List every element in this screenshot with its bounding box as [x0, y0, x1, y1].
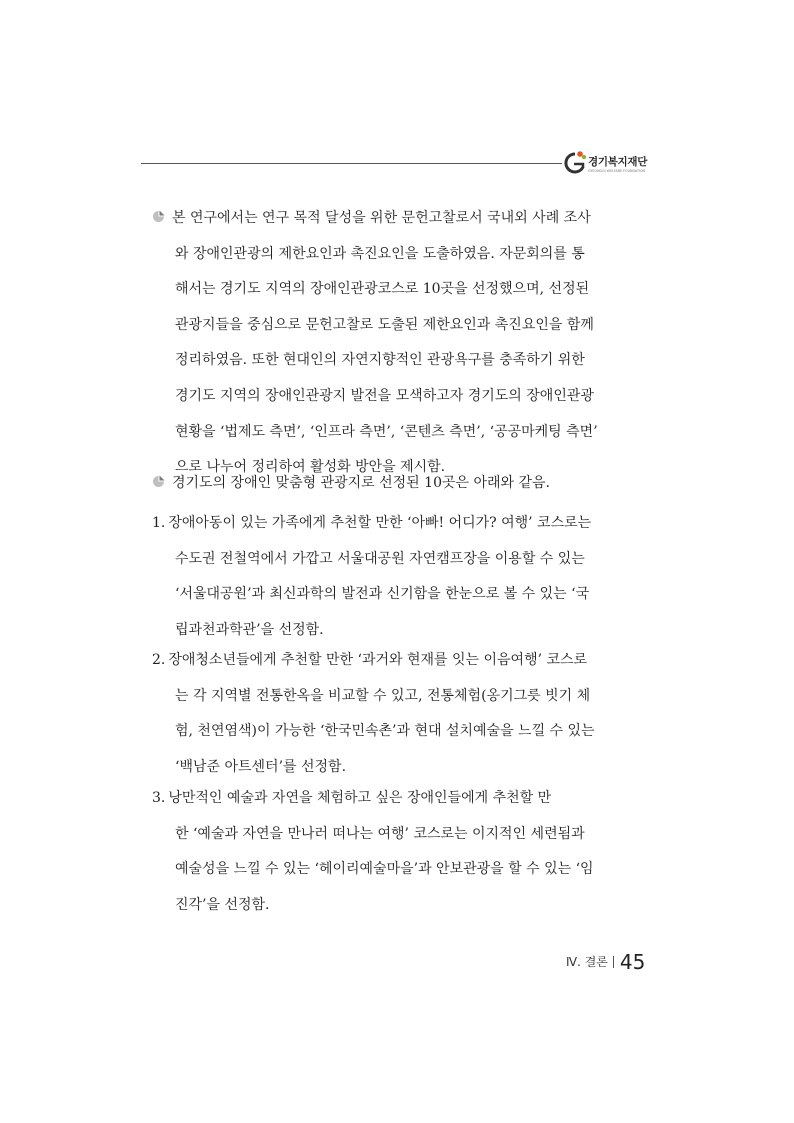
foundation-logo	[563, 150, 663, 178]
bullet-icon	[152, 475, 165, 488]
paragraph-line: 진각’을 선정함.	[175, 896, 270, 913]
org-subtitle: GYEONGGI WELFARE FOUNDATION	[588, 169, 646, 173]
paragraph-line: 3. 낭만적인 예술과 자연을 체험하고 싶은 장애인들에게 추천할 만	[152, 790, 552, 806]
item-number: 2.	[152, 652, 166, 668]
paragraph-line: 현황을 ‘법제도 측면’, ‘인프라 측면’, ‘콘텐츠 측면’, ‘공공마케팅 측면’	[175, 423, 598, 440]
item-number: 1.	[152, 515, 166, 531]
paragraph-line: 경기도의 장애인 맞춤형 관광지로 선정된 10곳은 아래와 같음.	[152, 466, 662, 502]
list-item-1	[152, 506, 662, 648]
paragraph-line: 험, 천연염색)이 가능한 ‘한국민속촌’과 현대 설치예술을 느낄 수 있는	[175, 723, 595, 740]
paragraph-research-summary	[152, 201, 662, 486]
org-name: 경기복지재단	[588, 156, 648, 168]
paragraph-line: 는 각 지역별 전통한옥을 비교할 수 있고, 전통체험(옹기그릇 빗기 체	[175, 687, 591, 704]
paragraph-line: 본 연구에서는 연구 목적 달성을 위한 문헌고찰로서 국내외 사례 조사	[152, 201, 662, 237]
footer-divider	[613, 956, 614, 968]
paragraph-line: 관광지들을 중심으로 문헌고찰로 도출된 제한요인과 촉진요인을 함께	[175, 316, 594, 333]
list-item-2	[152, 643, 662, 785]
paragraph-line: 2. 장애청소년들에게 추천할 만한 ‘과거와 현재를 잇는 이음여행’ 코스로	[152, 652, 588, 668]
paragraph-line: 수도권 전철역에서 가깝고 서울대공원 자연캠프장을 이용할 수 있는	[175, 550, 585, 567]
paragraph-line: 해서는 경기도 지역의 장애인관광코스로 10곳을 선정했으며, 선정된	[175, 281, 590, 298]
paragraph-line: 예술성을 느낄 수 있는 ‘헤이리예술마을’과 안보관광을 할 수 있는 ‘임	[175, 861, 594, 878]
paragraph-line: 와 장애인관광의 제한요인과 촉진요인을 도출하였음. 자문회의를 통	[175, 245, 585, 262]
bullet-icon	[152, 210, 165, 223]
header-rule	[141, 163, 562, 164]
foundation-logo-icon	[563, 150, 587, 176]
paragraph-line: 정리하였음. 또한 현대인의 자연지향적인 관광욕구를 충족하기 위한	[175, 352, 585, 369]
paragraph-line: 으로 나누어 정리하여 활성화 방안을 제시함.	[175, 459, 446, 476]
paragraph-line: 경기도 지역의 장애인관광지 발전을 모색하고자 경기도의 장애인관광	[175, 387, 594, 404]
item-number: 3.	[152, 790, 166, 806]
paragraph-line: ‘서울대공원’과 최신과학의 발전과 신기함을 한눈으로 볼 수 있는 ‘국	[175, 586, 590, 603]
list-item-3	[152, 781, 662, 923]
paragraph-line: ‘백남준 아트센터’를 선정함.	[175, 758, 347, 775]
paragraph-line: 1. 장애아동이 있는 가족에게 추천할 만한 ‘아빠! 어디가? 여행’ 코스로는	[152, 515, 592, 531]
paragraph-line: 한 ‘예술과 자연을 만나러 떠나는 여행’ 코스로는 이지적인 세련됨과	[175, 825, 585, 842]
section-label: Ⅳ. 결론	[566, 955, 608, 969]
paragraph-line: 립과천과학관’을 선정함.	[175, 621, 324, 638]
page-number: 45	[619, 950, 646, 974]
paragraph-selection-intro	[152, 466, 662, 502]
page-footer	[566, 950, 645, 974]
